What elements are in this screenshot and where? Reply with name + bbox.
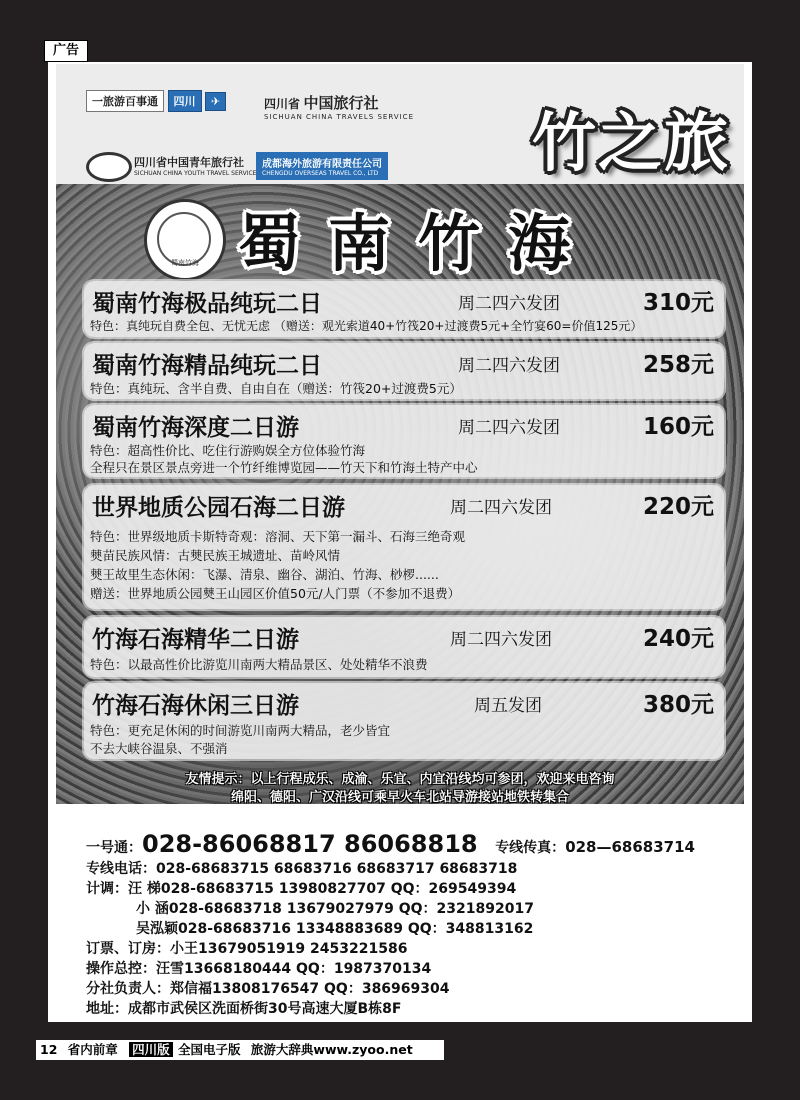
tour-price: 258元 — [642, 352, 714, 378]
cyts-emblem-icon — [86, 152, 132, 182]
logo-cts-name: 中国旅行社 — [303, 94, 379, 112]
contact-line: 分社负责人：郑信福13808176547 QQ：386969304 — [86, 981, 450, 997]
contact-line: 订票、订房：小王13679051919 2453221586 — [86, 941, 408, 957]
travel-globe-icon: ✈ — [205, 92, 226, 111]
tour-card[interactable] — [84, 683, 724, 759]
contact-line: 专线电话：028-68683715 68683716 68683717 68683718 — [86, 861, 518, 877]
tour-title: 蜀南竹海深度二日游 — [92, 415, 299, 441]
logo-cyts — [134, 154, 256, 177]
tour-card[interactable] — [84, 617, 724, 677]
park-seal-icon — [144, 199, 226, 281]
logo-cts-province: 四川省 — [264, 97, 301, 111]
footer-section: 省内前章 — [67, 1042, 118, 1057]
banner-char-2: 南 — [328, 207, 391, 280]
tour-price: 220元 — [642, 494, 714, 520]
fax-label: 专线传真： — [495, 840, 566, 856]
logo-cts — [264, 92, 414, 121]
banner-char-4: 海 — [508, 207, 571, 280]
tour-feature-line: 特色：真纯玩自费全包、无忧无虑 （赠送：观光索道40+竹筏20+过渡费5元+全竹宴60=价值125元） — [90, 319, 643, 333]
tour-feature-line: 特色：真纯玩、含半自费、自由自在（赠送：竹筏20+过渡费5元） — [90, 381, 462, 396]
tour-price: 310元 — [642, 290, 714, 316]
address-line: 地址：成都市武侯区洗面桥街30号高速大厦B栋8F — [86, 1001, 402, 1017]
brand-title: 竹之旅 — [532, 106, 730, 181]
banner-char-3: 竹 — [418, 207, 481, 280]
tour-title: 世界地质公园石海二日游 — [92, 495, 345, 521]
ad-tag: 广告 — [44, 40, 88, 62]
tour-feature-line: 赠送：世界地质公园僰王山园区价值50元/人门票（不参加不退费） — [90, 586, 461, 601]
tour-price: 240元 — [642, 626, 714, 652]
logo-cyts-name: 四川省中国青年旅行社 — [134, 156, 244, 169]
tour-title: 蜀南竹海精品纯玩二日 — [92, 353, 322, 379]
tour-price: 160元 — [642, 414, 714, 440]
tour-title: 竹海石海休闲三日游 — [92, 693, 299, 719]
tour-departure: 周二四六发团 — [458, 294, 560, 314]
footer-edition: 四川版 — [128, 1041, 174, 1058]
logo-overseas-name: 成都海外旅游有限责任公司 — [262, 159, 382, 170]
park-seal-text: 蜀南竹海 — [171, 259, 199, 267]
logo-baishitong — [86, 90, 226, 112]
tour-departure: 周二四六发团 — [450, 498, 552, 518]
banner-char-1: 蜀 — [238, 207, 301, 280]
tour-feature-line: 特色：更充足休闲的时间游览川南两大精品，老少皆宜 — [90, 723, 391, 738]
contact-line: 小 涵028-68683718 13679027979 QQ：2321892017 — [136, 901, 534, 917]
tour-departure: 周二四六发团 — [458, 418, 560, 438]
tour-departure: 周二四六发团 — [458, 356, 560, 376]
tour-card[interactable] — [84, 343, 724, 399]
contact-line: 计调：汪 梯028-68683715 13980827707 QQ：269549394 — [86, 881, 517, 897]
tour-feature-line: 不去大峡谷温泉、不强消 — [90, 741, 228, 756]
logo-overseas-english: CHENGDU OVERSEAS TRAVEL CO., LTD — [262, 170, 379, 177]
tour-feature-line: 全程只在景区景点旁进一个竹纤维博览园——竹天下和竹海土特产中心 — [90, 460, 478, 475]
ad-page — [48, 62, 752, 1022]
fax-number: 028—68683714 — [565, 838, 695, 856]
tour-card[interactable] — [84, 485, 724, 609]
hotline-row — [86, 830, 695, 858]
tour-feature-line: 特色：超高性价比、吃住行游购娱全方位体验竹海 — [90, 443, 366, 458]
page-number: 12 — [40, 1042, 58, 1057]
tour-feature-line: 特色：以最高性价比游览川南两大精品景区、处处精华不浪费 — [90, 657, 428, 672]
logo-baishitong-text: 一旅游百事通 — [86, 90, 164, 112]
tour-departure: 周二四六发团 — [450, 630, 552, 650]
logo-cts-english: SICHUAN CHINA TRAVELS SERVICE — [264, 113, 414, 121]
logo-cyts-english: SICHUAN CHINA YOUTH TRAVEL SERVICE — [134, 170, 257, 177]
hotline-label: 一号通： — [86, 840, 142, 856]
tour-departure: 周五发团 — [474, 696, 542, 716]
hotline-numbers[interactable]: 028-86068817 86068818 — [142, 830, 478, 858]
tour-title: 蜀南竹海极品纯玩二日 — [92, 291, 322, 317]
calligraphy-banner — [238, 194, 678, 280]
contact-line: 操作总控：汪雪13668180444 QQ：1987370134 — [86, 961, 432, 977]
contact-line: 吴泓颖028-68683716 13348883689 QQ：348813162 — [136, 921, 534, 937]
tour-price: 380元 — [642, 692, 714, 718]
tour-feature-line: 特色：世界级地质卡斯特奇观：溶洞、天下第一漏斗、石海三绝奇观 — [90, 529, 466, 544]
friendly-tip-line: 绵阳、德阳、广汉沿线可乘早火车北站导游接站地铁转集合 — [230, 790, 569, 805]
footer-website[interactable]: 旅游大辞典www.zyoo.net — [250, 1042, 413, 1057]
tour-title: 竹海石海精华二日游 — [92, 627, 299, 653]
friendly-tip-line: 友情提示：以上行程成乐、成渝、乐宜、内宜沿线均可参团，欢迎来电咨询 — [185, 772, 615, 787]
footer-edition-note: 全国电子版 — [178, 1042, 241, 1057]
tour-feature-line: 僰苗民族风情：古僰民族王城遗址、苗岭风情 — [90, 548, 341, 563]
logo-overseas — [256, 152, 388, 180]
tour-feature-line: 僰王故里生态休闲：飞瀑、清泉、幽谷、湖泊、竹海、桫椤...... — [90, 567, 439, 582]
page-footer — [36, 1040, 444, 1060]
tour-card[interactable] — [84, 281, 724, 337]
logo-sichuan-text: 四川 — [168, 90, 202, 112]
tour-card[interactable] — [84, 405, 724, 477]
